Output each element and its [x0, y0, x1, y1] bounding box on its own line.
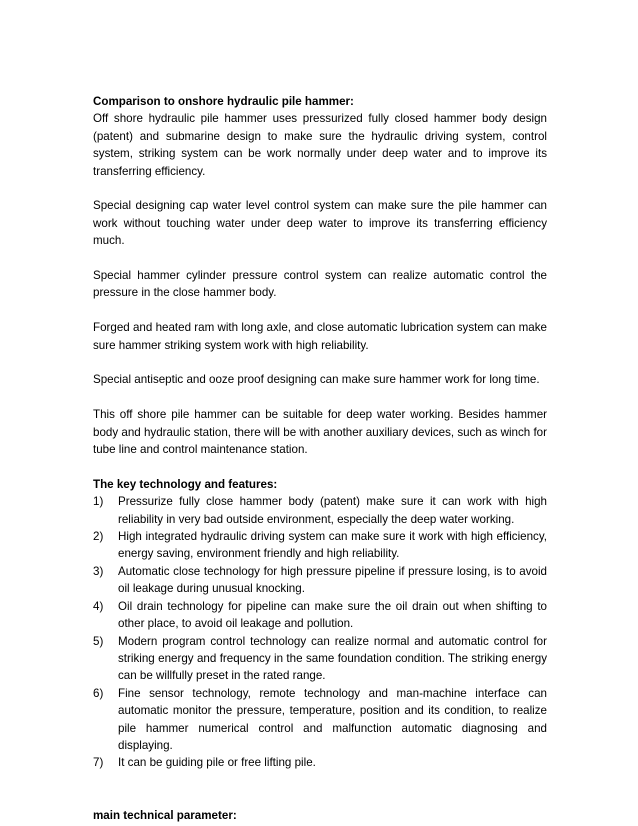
paragraph: Off shore hydraulic pile hammer uses pressurized fully closed hammer body design (patent) and submarine design to make sure the hydraulic driving system, control system, striking system can be work normally under deep water and to improve its transferring efficiency. — [93, 112, 547, 178]
list-item-text: Modern program control technology can realize normal and automatic control for striking energy and frequency in the same foundation condition. The striking energy can be willfully preset in the rated range. — [118, 634, 547, 683]
paragraph: Special antiseptic and ooze proof designing can make sure hammer work for long time. — [93, 373, 540, 387]
paragraph: Special hammer cylinder pressure control system can realize automatic control the pressure in the close hammer body. — [93, 269, 547, 300]
list-item-text: It can be guiding pile or free lifting pile. — [118, 756, 316, 770]
list-item-number: 1) — [93, 495, 104, 509]
list-item — [93, 528, 547, 563]
paragraph: This off shore pile hammer can be suitable for deep water working. Besides hammer body and hydraulic station, there will be with another auxiliary devices, such as winch for tube line and control maintenance station. — [93, 408, 547, 457]
section-heading-comparison: Comparison to onshore hydraulic pile hammer: — [93, 95, 354, 108]
paragraph: Special designing cap water level control system can make sure the pile hammer can work without touching water under deep water to improve its transferring efficiency much. — [93, 199, 547, 248]
section-heading-parameters: main technical parameter: — [93, 808, 237, 822]
section-heading-key-technology: The key technology and features: — [93, 477, 278, 491]
list-item-text: Fine sensor technology, remote technology and man-machine interface can automatic monitor the pressure, temperature, position and its condition, to realize pile hammer numerical control and malfunction automatic diagnosing and displaying. — [118, 686, 547, 752]
paragraph: Forged and heated ram with long axle, and close automatic lubrication system can make sure hammer striking system work with high reliability. — [93, 321, 547, 352]
list-item — [93, 563, 547, 598]
list-item — [93, 633, 547, 685]
list-item-number: 6) — [93, 686, 104, 700]
list-item-text: High integrated hydraulic driving system can make sure it work with high efficiency, energy saving, environment friendly and high reliability. — [118, 530, 547, 561]
list-item-number: 3) — [93, 564, 104, 578]
list-item-number: 2) — [93, 530, 104, 544]
list-item-text: Oil drain technology for pipeline can make sure the oil drain out when shifting to other place, to avoid oil leakage and pollution. — [118, 599, 547, 631]
list-item-text: Automatic close technology for high pressure pipeline if pressure losing, is to avoid oil leakage during unusual knocking. — [118, 564, 547, 596]
list-item-number: 5) — [93, 634, 104, 648]
list-item — [93, 598, 547, 633]
list-item-number: 4) — [93, 599, 104, 613]
list-item — [93, 685, 547, 755]
list-item — [93, 754, 547, 771]
list-item-number: 7) — [93, 756, 104, 770]
list-item-text: Pressurize fully close hammer body (patent) make sure it can work with high reliability in very bad outside environment, especially the deep water working. — [118, 495, 547, 526]
feature-list — [93, 493, 547, 772]
document-page — [93, 93, 547, 824]
list-item — [93, 493, 547, 528]
